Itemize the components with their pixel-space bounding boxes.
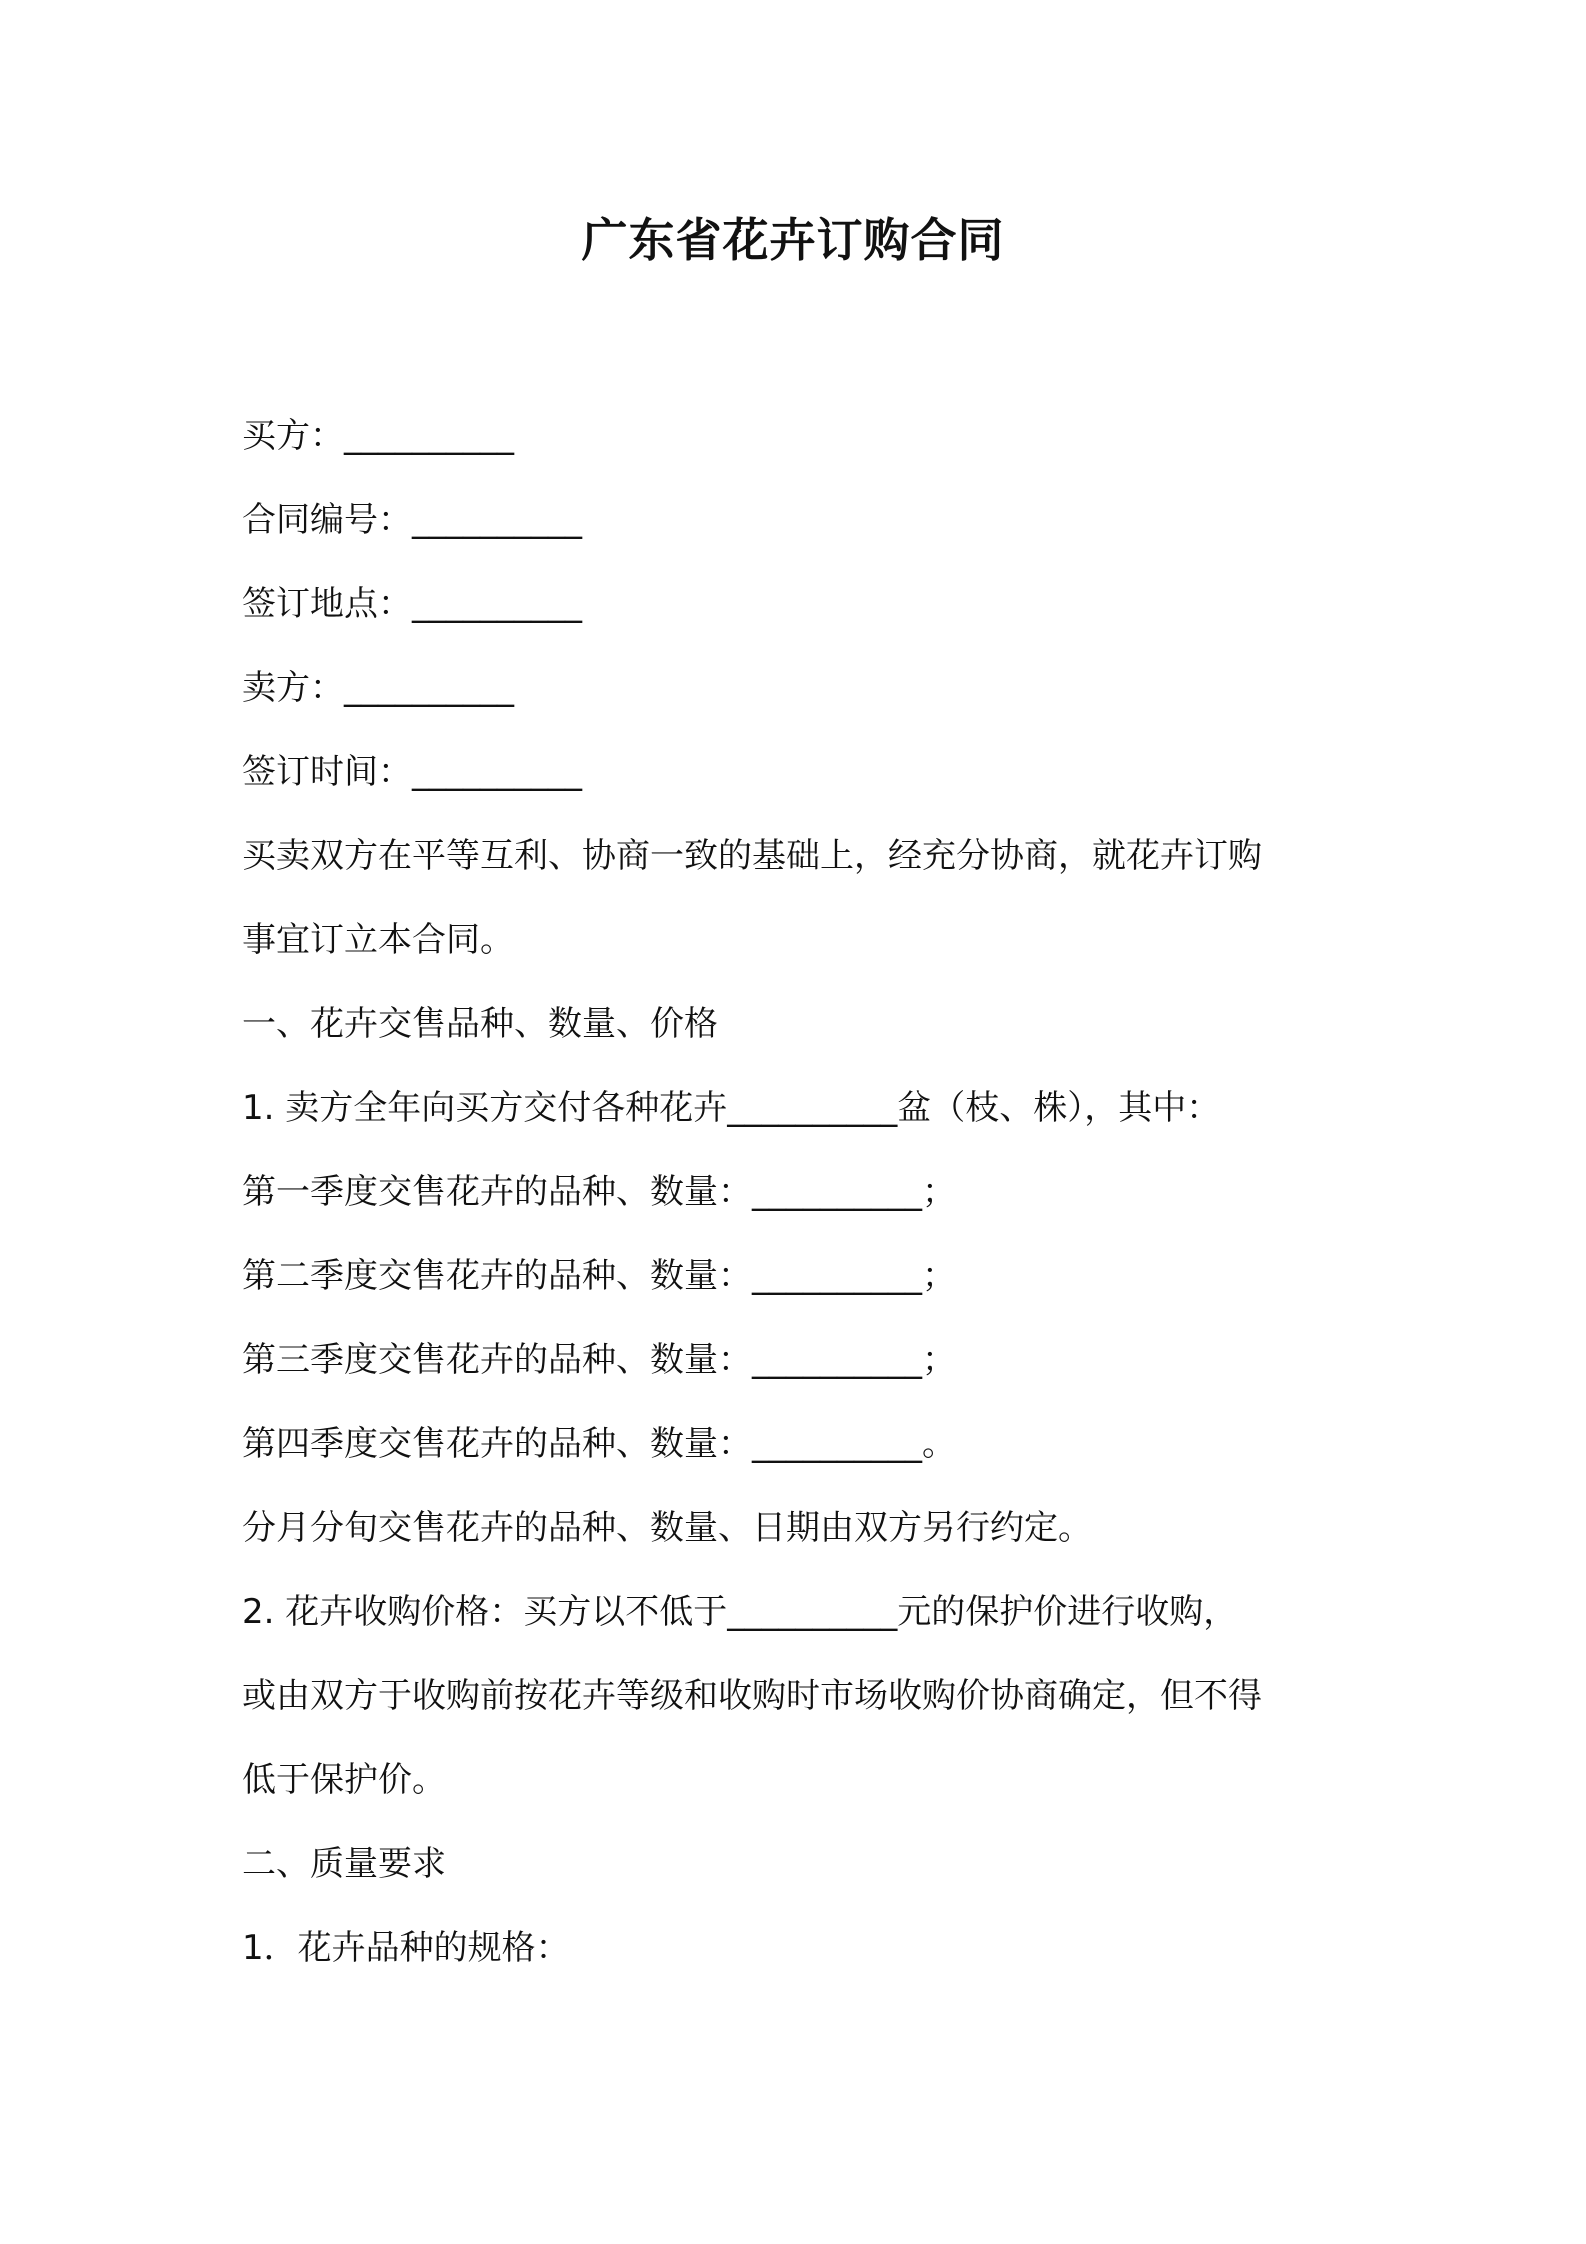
signing-location-field: 签订地点：__________ [242, 584, 582, 624]
preamble-line: 事宜订立本合同。 [242, 920, 514, 960]
clause-line: 第四季度交售花卉的品种、数量：__________。 [242, 1424, 956, 1464]
section-heading: 一、花卉交售品种、数量、价格 [242, 1004, 718, 1044]
signing-date-field: 签订时间：__________ [242, 752, 582, 792]
clause-line: 1. 卖方全年向买方交付各种花卉__________盆（枝、株），其中： [242, 1088, 1221, 1128]
clause-line: 或由双方于收购前按花卉等级和收购时市场收购价协商确定，但不得 [242, 1676, 1262, 1716]
clause-line: 分月分旬交售花卉的品种、数量、日期由双方另行约定。 [242, 1508, 1092, 1548]
buyer-field: 买方：__________ [242, 416, 514, 456]
clause-line: 第二季度交售花卉的品种、数量：__________； [242, 1256, 956, 1296]
preamble-line: 买卖双方在平等互利、协商一致的基础上，经充分协商，就花卉订购 [242, 836, 1262, 876]
clause-line: 2. 花卉收购价格：买方以不低于__________元的保护价进行收购， [242, 1592, 1238, 1632]
seller-field: 卖方：__________ [242, 668, 514, 708]
document-title: 广东省花卉订购合同 [581, 213, 1005, 267]
clause-line: 第三季度交售花卉的品种、数量：__________； [242, 1340, 956, 1380]
clause-line: 低于保护价。 [242, 1760, 446, 1800]
section-heading: 二、质量要求 [242, 1844, 446, 1884]
clause-line: 第一季度交售花卉的品种、数量：__________； [242, 1172, 956, 1212]
contract-number-field: 合同编号：__________ [242, 500, 582, 540]
clause-line: 1．花卉品种的规格： [242, 1928, 570, 1968]
